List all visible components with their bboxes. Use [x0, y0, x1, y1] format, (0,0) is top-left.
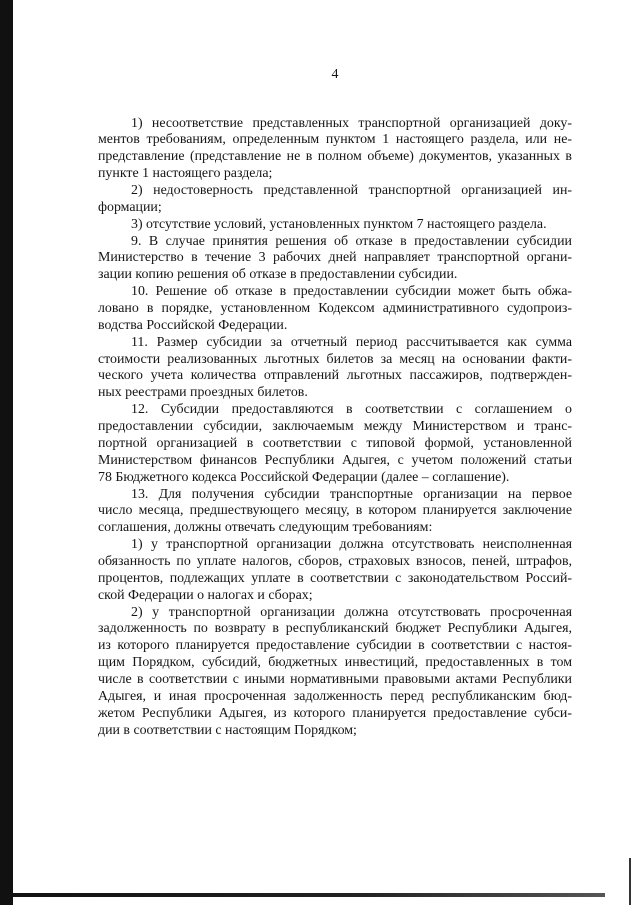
text-line: пункте 1 настоящего раздела;: [98, 166, 273, 182]
text-line: 13. Для получения субсидии транспортные организации на первое: [131, 486, 572, 502]
body-text: [98, 116, 572, 740]
refusal-ground-3: [98, 217, 572, 234]
text-line: 9. В случае принятия решения об отказе в предоставлении субсидии: [131, 233, 572, 249]
text-line: Адыгея, и иная просроченная задолженность перед республиканским бюд-: [98, 688, 572, 704]
clause-10: [98, 284, 572, 335]
text-line: из которого планируется предоставление субсидии в соответствии с настоя-: [98, 638, 572, 654]
page-number: 4: [331, 67, 339, 82]
text-line: ментов требованиям, определенным пунктом 1 настоящего раздела, или не-: [98, 132, 572, 148]
text-line: 1) у транспортной организации должна отсутствовать неисполненная: [131, 537, 572, 553]
text-line: 3) отсутствие условий, установленных пунктом 7 настоящего раздела.: [131, 216, 547, 232]
text-line: формации;: [98, 199, 162, 215]
text-line: зации копию решения об отказе в предоставлении субсидии.: [98, 267, 458, 283]
text-line: Министерством финансов Республики Адыгея, с учетом положений статьи: [98, 452, 572, 468]
text-line: 1) несоответствие представленных транспортной организацией доку-: [131, 115, 572, 131]
text-line: Министерство в течение 3 рабочих дней направляет транспортной органи-: [98, 250, 572, 266]
text-line: ской Федерации о налогах и сборах;: [98, 587, 313, 603]
text-line: 2) недостоверность представленной транспортной организацией ин-: [131, 183, 572, 199]
text-line: 10. Решение об отказе в предоставлении субсидии может быть обжа-: [131, 284, 572, 300]
text-line: 78 Бюджетного кодекса Российской Федерации (далее – соглашение).: [98, 469, 510, 485]
text-line: предоставлении субсидии, заключаемым между Министерством и транс-: [98, 419, 572, 435]
scan-edge-left: [0, 0, 13, 905]
text-line: обязанность по уплате налогов, сборов, страховых взносов, пеней, штрафов,: [98, 553, 572, 569]
text-line: представление (представление не в полном объеме) документов, указанных в: [98, 149, 572, 165]
text-line: водства Российской Федерации.: [98, 317, 288, 333]
requirement-2: [98, 605, 572, 740]
clause-9: [98, 234, 572, 285]
text-line: соглашения, должны отвечать следующим требованиям:: [98, 520, 433, 536]
refusal-ground-2: [98, 183, 572, 217]
text-line: ческого учета количества отправлений льготных пассажиров, подтвержден-: [98, 368, 572, 384]
text-line: стоимости реализованных льготных билетов за месяц на основании факти-: [98, 351, 572, 367]
text-line: ных реестрами проездных билетов.: [98, 385, 308, 401]
text-line: числе в соответствии с иными нормативными правовыми актами Республики: [98, 671, 572, 687]
text-line: процентов, подлежащих уплате в соответствии с законодательством Россий-: [98, 570, 572, 586]
text-line: дии в соответствии с настоящим Порядком;: [98, 722, 357, 738]
text-line: портной организацией в соответствии с типовой формой, установленной: [98, 435, 572, 451]
text-line: ловано в порядке, установленном Кодексом административного судопроиз-: [98, 301, 572, 317]
text-line: задолженность по возврату в республиканский бюджет Республики Адыгея,: [98, 621, 572, 637]
text-line: жетом Республики Адыгея, из которого планируется предоставление субси-: [98, 705, 572, 721]
text-line: число месяца, предшествующего месяцу, в котором планируется заключение: [98, 503, 572, 519]
scan-edge-bottom: [0, 893, 605, 897]
text-line: 11. Размер субсидии за отчетный период рассчитывается как сумма: [131, 334, 572, 350]
clause-11: [98, 335, 572, 402]
refusal-ground-1: [98, 116, 572, 183]
scan-mark-right: [629, 858, 631, 905]
text-line: 12. Субсидии предоставляются в соответствии с соглашением о: [131, 402, 572, 418]
clause-12: [98, 402, 572, 486]
clause-13: [98, 487, 572, 538]
text-line: 2) у транспортной организации должна отсутствовать просроченная: [131, 604, 572, 620]
text-line: щим Порядком, субсидий, бюджетных инвестиций, предоставленных в том: [98, 655, 572, 671]
requirement-1: [98, 537, 572, 604]
